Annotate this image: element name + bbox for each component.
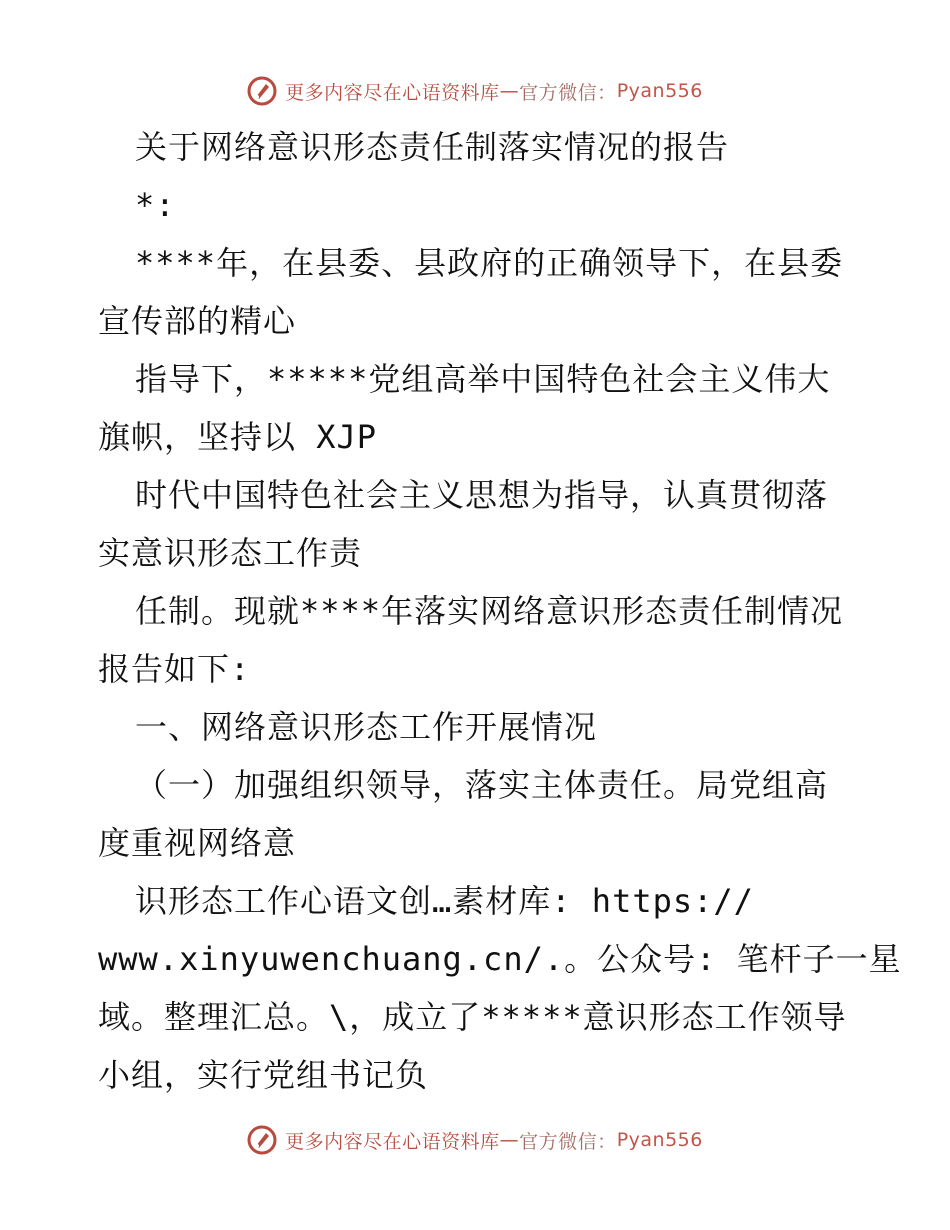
watermark-wechat-label: 官方微信：: [519, 1130, 617, 1153]
body-line-url: www.xinyuwenchuang.cn/.。公众号: 笔杆子一星: [98, 940, 902, 978]
body-line: 宣传部的精心: [98, 302, 297, 340]
body-line: 旗帜，坚持以 XJP: [98, 418, 378, 456]
watermark-site-text: 更多内容尽在心语资料库: [285, 1130, 500, 1153]
section-heading: 一、网络意识形态工作开展情况: [135, 708, 598, 746]
body-line: 域。整理汇总。\，成立了*****意识形态工作领导: [98, 998, 847, 1036]
footer-watermark: [0, 1120, 950, 1160]
watermark-separator: —: [499, 80, 520, 102]
watermark-separator: —: [499, 1129, 520, 1151]
salutation-line: *:: [135, 186, 176, 224]
header-watermark: [0, 71, 950, 111]
watermark-wechat-id: Pyan556: [616, 1129, 703, 1151]
body-line: 实意识形态工作责: [98, 534, 363, 572]
body-line: 指导下，*****党组高举中国特色社会主义伟大: [135, 360, 831, 398]
body-line: 任制。现就****年落实网络意识形态责任制情况: [135, 592, 844, 630]
body-line: 报告如下:: [98, 650, 251, 688]
body-line: 识形态工作心语文创…素材库: https://: [135, 882, 754, 920]
pen-nib-logo-icon: [247, 76, 277, 106]
body-line: 时代中国特色社会主义思想为指导，认真贯彻落: [135, 476, 829, 514]
subsection-heading-line: （一）加强组织领导，落实主体责任。局党组高: [135, 766, 829, 804]
body-line: ****年，在县委、县政府的正确领导下，在县委: [135, 244, 844, 282]
watermark-site-text: 更多内容尽在心语资料库: [285, 81, 500, 104]
document-title: 关于网络意识形态责任制落实情况的报告: [135, 128, 730, 166]
body-line: 小组，实行党组书记负: [98, 1056, 429, 1094]
watermark-wechat-label: 官方微信：: [519, 81, 617, 104]
watermark-wechat-id: Pyan556: [616, 80, 703, 102]
pen-nib-logo-icon: [247, 1125, 277, 1155]
document-body: [98, 118, 902, 1104]
body-line: 度重视网络意: [98, 824, 297, 862]
